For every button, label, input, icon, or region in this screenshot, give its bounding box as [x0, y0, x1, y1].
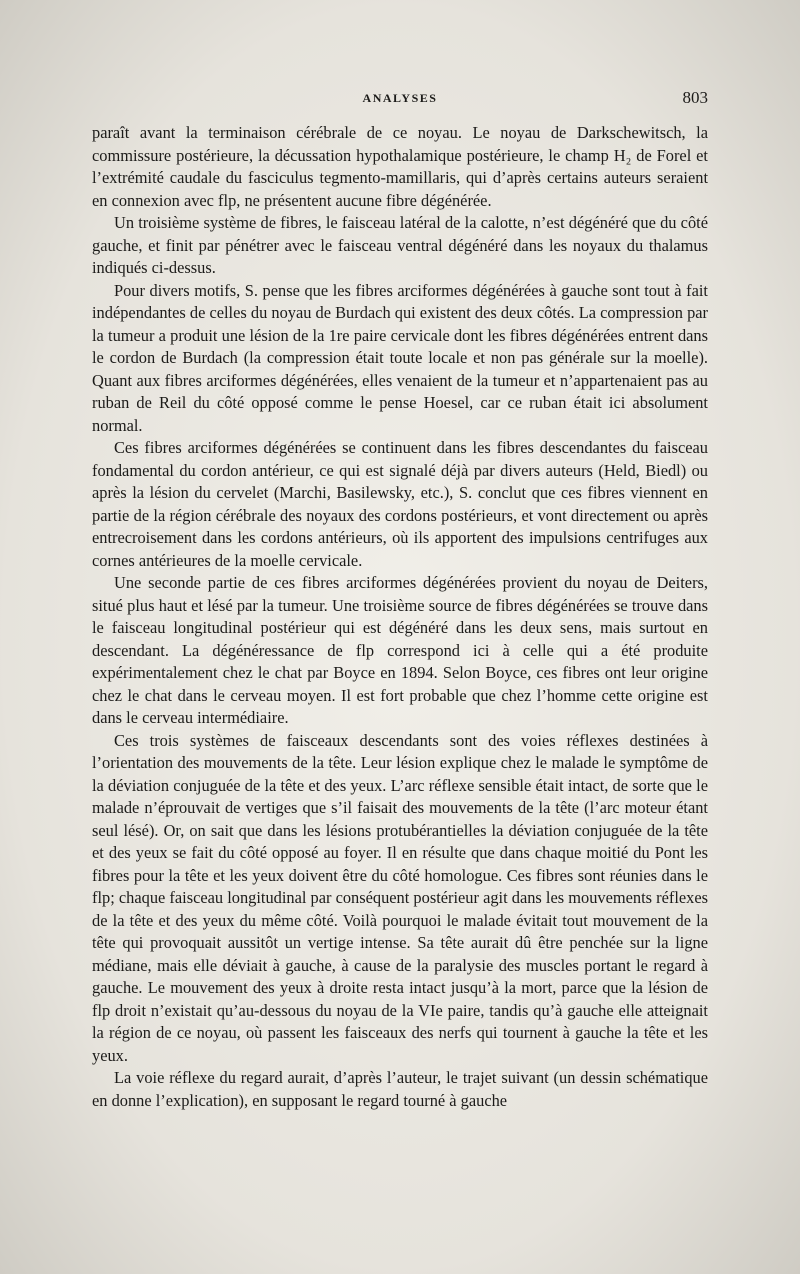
paragraph: La voie réflexe du regard aurait, d’après l’auteur, le trajet suivant (un dessin schématique en donne l’explication), en supposant le regard tourné à gauche	[92, 1068, 708, 1110]
paragraph: Pour divers motifs, S. pense que les fibres arciformes dégénérées à gauche sont tout à fait indépendantes de celles du noyau de Burdach qui existent des deux côtés. La compression par la tumeur a produit une lésion de la 1re paire cervicale dont les fibres dégénérées entrent dans le cordon de Burdach (la compression était toute locale et non pas générale sur la moelle). Quant aux fibres arciformes dégénérées, elles venaient de la tumeur et n’appartenaient pas au ruban de Reil du côté opposé comme le pense Hoesel, car ce ruban était ici absolument normal.	[92, 280, 708, 435]
running-title: ANALYSES	[362, 91, 438, 105]
page-number: 803	[682, 88, 708, 107]
paragraph: Ces fibres arciformes dégénérées se continuent dans les fibres descendantes du faisceau fondamental du cordon antérieur, ce qui est signalé déjà par divers auteurs (Held, Biedl) ou après la lésion du cervelet (Marchi, Basilewsky, etc.), S. conclut que ces fibres viennent en partie de la région cérébrale des noyaux des cordons postérieurs, et vont directement ou après entrecroisement dans les cordons antérieurs, où ils apportent des impulsions centrifuges aux cornes antérieures de la moelle cervicale.	[92, 438, 708, 570]
paragraph: Un troisième système de fibres, le faisceau latéral de la calotte, n’est dégénéré que du côté gauche, et finit par pénétrer avec le faisceau ventral dégénéré dans les noyaux du thalamus indiqués ci-dessus.	[92, 213, 708, 277]
paragraph-continuation: paraît avant la terminaison cérébrale de ce noyau. Le noyau de Darkschewitsch, la commissure postérieure, la décussation hypothalamique postérieure, le champ H₂ de Forel et l’extrémité caudale du fasciculus tegmento-mamillaris, qui d’après certains auteurs seraient en connexion avec flp, ne présentent aucune fibre dégénérée.	[92, 123, 708, 210]
running-header	[92, 88, 708, 110]
paragraph: Une seconde partie de ces fibres arciformes dégénérées provient du noyau de Deiters, situé plus haut et lésé par la tumeur. Une troisième source de fibres dégénérées se trouve dans le faisceau longitudinal postérieur qui est dégénéré dans les deux sens, mais surtout en descendant. La dégénéressance de flp correspond ici à celle qui a été produite expérimentalement chez le chat par Boyce en 1894. Selon Boyce, ces fibres ont leur origine chez le chat dans le cerveau moyen. Il est fort probable que chez l’homme cette origine est dans le cerveau intermédiaire.	[92, 573, 708, 727]
paragraph: Ces trois systèmes de faisceaux descendants sont des voies réflexes destinées à l’orientation des mouvements de la tête. Leur lésion explique chez le malade le symptôme de la déviation conjuguée de la tête et des yeux. L’arc réflexe sensible était intact, de sorte que le malade n’éprouvait de vertiges que s’il faisait des mouvements de la tête (l’arc moteur étant seul lésé). Or, on sait que dans les lésions protubérantielles la déviation conjuguée de la tête et des yeux se fait du côté opposé au foyer. Il en résulte que dans chaque moitié du Pont les fibres pour la tête et les yeux doivent être du côté homologue. Ces fibres sont réunies dans le flp; chaque faisceau longitudinal par conséquent postérieur agit dans les mouvements réflexes de la tête et des yeux du même côté. Voilà pourquoi le malade évitait tout mouvement de la tête qui provoquait aussitôt un vertige intense. Sa tête aurait dû être penchée sur la ligne médiane, mais elle déviait à gauche, à cause de la paralysie des muscles portant le regard à gauche. Le mouvement des yeux à droite resta intact jusqu’à la mort, parce que la lésion de flp droit n’existait qu’au-dessous du noyau de la VIe paire, tandis qu’à gauche elle atteignait la région de ce noyau, où passent les faisceaux des nerfs qui tournent à gauche la tête et les yeux.	[92, 730, 708, 1065]
body-text	[92, 122, 708, 1112]
